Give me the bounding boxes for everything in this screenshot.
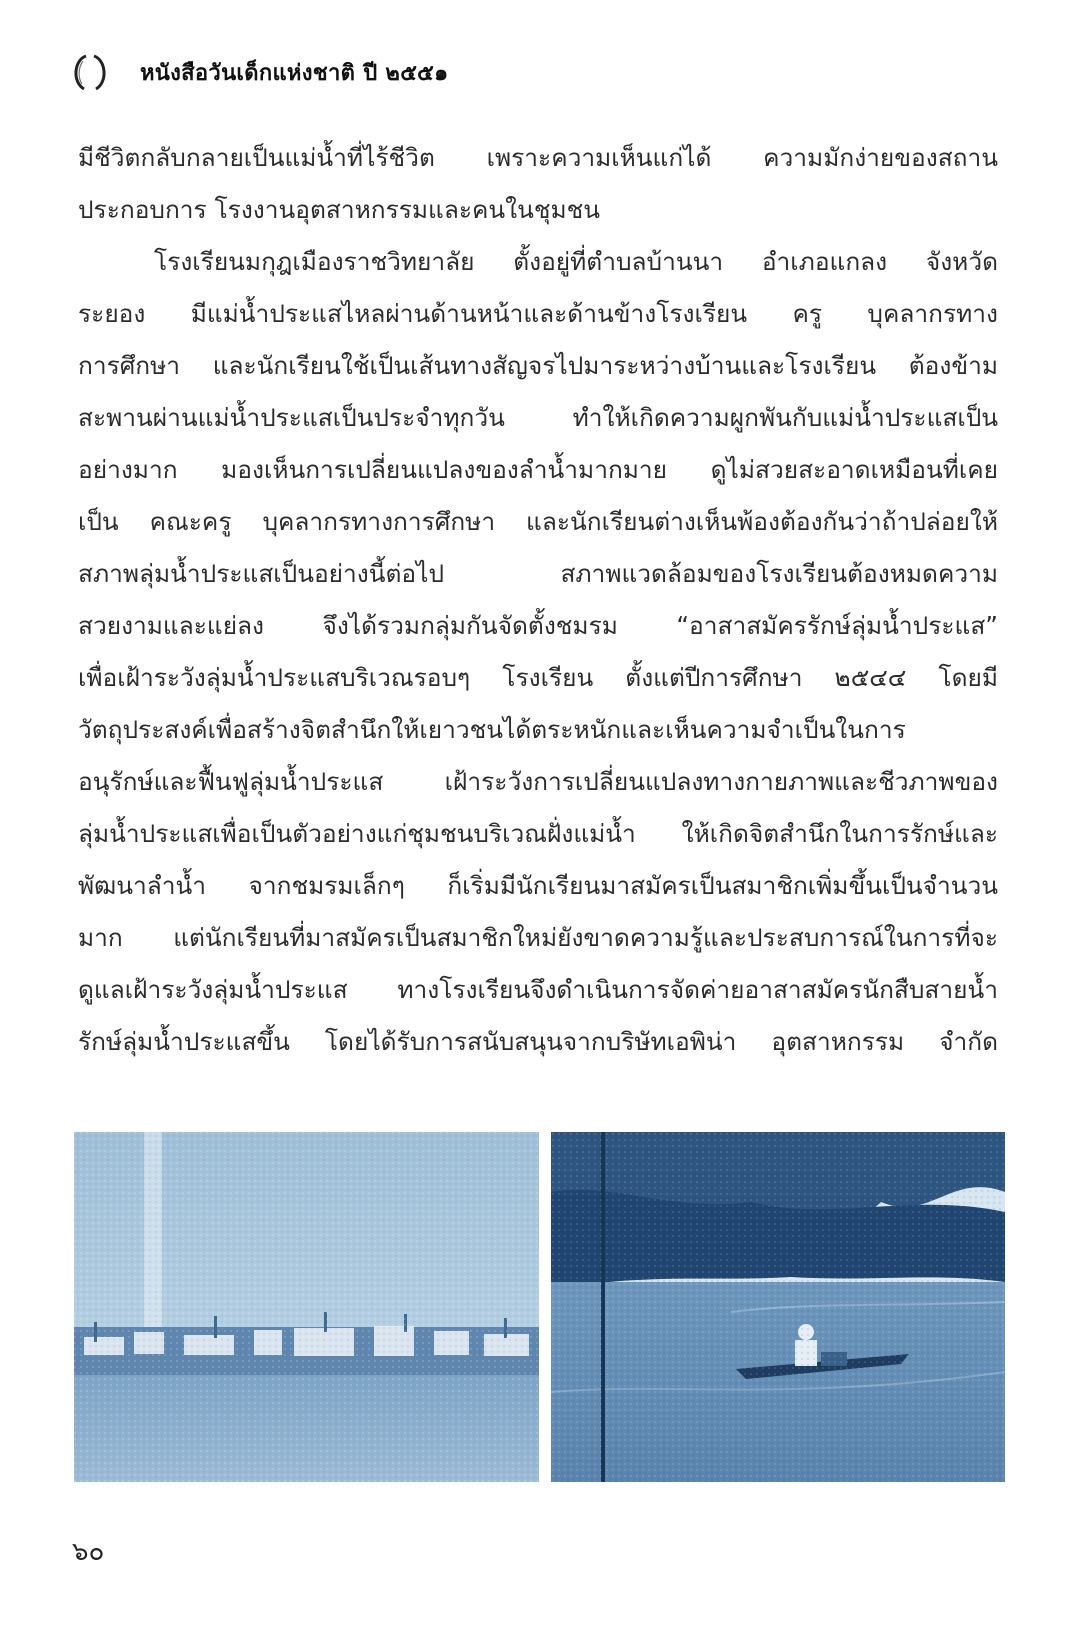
header-title: หนังสือวันเด็กแห่งชาติ ปี ๒๕๕๑ [140, 60, 449, 86]
text-line: ระยอง มีแม่น้ำประแสไหลผ่านด้านหน้าและด้านข้างโรงเรียน ครู บุคลากรทาง [78, 299, 998, 328]
photo-row [74, 1132, 1004, 1482]
running-header [70, 52, 448, 92]
text-line: เป็น คณะครู บุคลากรทางการศึกษา และนักเรียนต่างเห็นพ้องต้องกันว่าถ้าปล่อยให้ [78, 507, 998, 536]
text-line: วัตถุประสงค์เพื่อสร้างจิตสำนึกให้เยาวชนได้ตระหนักและเห็นความจำเป็นในการ [78, 715, 906, 744]
page-number: ๖๐ [72, 1537, 105, 1567]
text-line: การศึกษา และนักเรียนใช้เป็นเส้นทางสัญจรไปมาระหว่างบ้านและโรงเรียน ต้องข้าม [78, 351, 998, 380]
harbor-boats-photo [74, 1132, 539, 1482]
text-line: มาก แต่นักเรียนที่มาสมัครเป็นสมาชิกใหม่ยังขาดความรู้และประสบการณ์ในการที่จะ [78, 923, 998, 952]
text-line: ลุ่มน้ำประแสเพื่อเป็นตัวอย่างแก่ชุมชนบริเวณฝั่งแม่น้ำ ให้เกิดจิตสำนึกในการรักษ์และ [78, 819, 998, 848]
text-line: สะพานผ่านแม่น้ำประแสเป็นประจำทุกวัน ทำให้เกิดความผูกพันกับแม่น้ำประแสเป็น [78, 403, 998, 432]
bracket-ornament-icon [70, 52, 110, 92]
text-line: พัฒนาลำน้ำ จากชมรมเล็กๆ ก็เริ่มมีนักเรียนมาสมัครเป็นสมาชิกเพิ่มขึ้นเป็นจำนวน [78, 871, 998, 900]
body-text [78, 132, 998, 1068]
text-line: รักษ์ลุ่มน้ำประแสขึ้น โดยได้รับการสนับสนุนจากบริษัทเอพิน่า อุตสาหกรรม จำกัด [78, 1027, 998, 1056]
text-line: สวยงามและแย่ลง จึงได้รวมกลุ่มกันจัดตั้งชมรม “อาสาสมัครรักษ์ลุ่มน้ำประแส” [78, 611, 998, 640]
text-line: ประกอบการ โรงงานอุตสาหกรรมและคนในชุมชน [78, 195, 601, 224]
text-line: อนุรักษ์และฟื้นฟูลุ่มน้ำประแส เฝ้าระวังการเปลี่ยนแปลงทางกายภาพและชีวภาพของ [78, 767, 998, 796]
river-boat-photo [551, 1132, 1005, 1482]
text-line: มีชีวิตกลับกลายเป็นแม่น้ำที่ไร้ชีวิต เพราะความเห็นแก่ได้ ความมักง่ายของสถาน [78, 143, 998, 172]
text-line: เพื่อเฝ้าระวังลุ่มน้ำประแสบริเวณรอบๆ โรงเรียน ตั้งแต่ปีการศึกษา ๒๕๔๔ โดยมี [78, 663, 998, 692]
text-line: สภาพลุ่มน้ำประแสเป็นอย่างนี้ต่อไป สภาพแวดล้อมของโรงเรียนต้องหมดความ [78, 559, 998, 588]
text-line: ดูแลเฝ้าระวังลุ่มน้ำประแส ทางโรงเรียนจึงดำเนินการจัดค่ายอาสาสมัครนักสืบสายน้ำ [78, 975, 998, 1004]
text-line: อย่างมาก มองเห็นการเปลี่ยนแปลงของลำน้ำมากมาย ดูไม่สวยสะอาดเหมือนที่เคย [78, 455, 998, 484]
text-line: โรงเรียนมกุฎเมืองราชวิทยาลัย ตั้งอยู่ที่ตำบลบ้านนา อำเภอแกลง จังหวัด [154, 247, 998, 276]
